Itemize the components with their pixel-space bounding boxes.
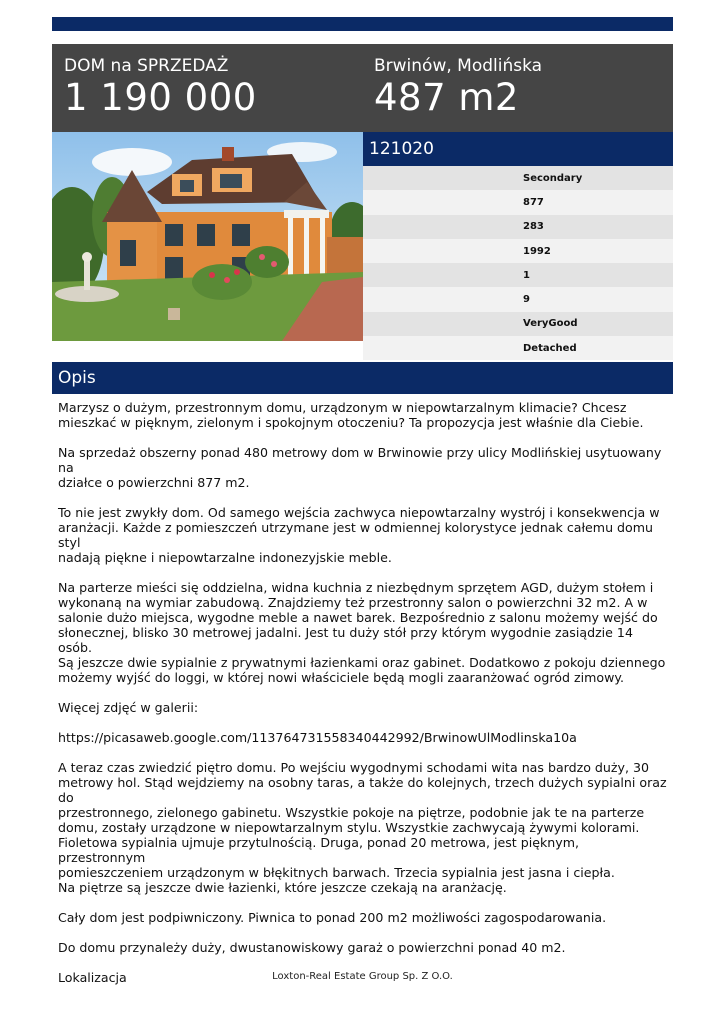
house-photo (52, 132, 363, 341)
spec-condition: VeryGood (523, 318, 578, 330)
footer-company: Loxton-Real Estate Group Sp. Z O.O. (272, 971, 453, 982)
listing-id: 121020 (363, 132, 673, 166)
area: 487 m2 (374, 76, 519, 119)
spec-value: 283 (523, 221, 544, 233)
location: Brwinów, Modlińska (374, 56, 543, 76)
description-line: słonecznej, blisko 30 metrowej jadalni. Jest tu duży stół przy którym wygodnie zasiądzie 14 osób. (58, 625, 633, 655)
description-paragraph (58, 400, 670, 430)
price: 1 190 000 (64, 76, 257, 119)
description-line: możemy wyjść do loggi, w której nowi właściciele będą mogli zaaranżować ogród zimowy. (58, 670, 625, 685)
description-line: nadają piękne i niepowtarzalne indonezyjskie meble. (58, 550, 392, 565)
description-line: Są jeszcze dwie sypialnie z prywatnymi łazienkami oraz gabinet. Dodatkowo z pokoju dziennego (58, 655, 666, 670)
spec-value: 1 (523, 269, 530, 281)
description-paragraph (58, 940, 670, 955)
description-paragraph (58, 730, 670, 745)
description-paragraph (58, 445, 670, 490)
description-paragraph (58, 505, 670, 565)
description-line: To nie jest zwykły dom. Od samego wejścia zachwyca niepowtarzalny wystrój i konsekwencja w (58, 505, 660, 520)
description-line: działce o powierzchni 877 m2. (58, 475, 250, 490)
description-paragraph (58, 760, 670, 895)
location-block (374, 56, 542, 120)
spec-market: Secondary (523, 172, 583, 184)
description-line: Więcej zdjęć w galerii: (58, 700, 199, 715)
description-line: Marzysz o dużym, przestronnym domu, urządzonym w niepowtarzalnym klimacie? Chcesz (58, 400, 627, 415)
top-accent-bar (52, 17, 673, 31)
description-line: Do domu przynależy duży, dwustanowiskowy garaż o powierzchni ponad 40 m2. (58, 940, 566, 955)
spec-plot-area: 877 (523, 196, 544, 208)
description-line: Cały dom jest podpiwniczony. Piwnica to ponad 200 m2 możliwości zagospodarowania. (58, 910, 607, 925)
specs-table (363, 166, 673, 360)
description-line: wykonaną na wymiar zabudową. Znajdziemy też przestronny salon o powierzchni 32 m2. A w (58, 595, 648, 610)
description-line: domu, zostały urządzone w niepowtarzalnym stylu. Wszystkie zachwycają żywymi kolorami. (58, 820, 640, 835)
spec-row (363, 287, 673, 311)
description-paragraph (58, 910, 670, 925)
description-line: A teraz czas zwiedzić piętro domu. Po wejściu wygodnymi schodami wita nas bardzo duży, 30 (58, 760, 650, 775)
description-line: Fioletowa sypialnia ujmuje przytulnością. Druga, ponad 20 metrowa, jest pięknym, przestronnym (58, 835, 579, 865)
description-paragraph (58, 580, 670, 685)
listing-header (52, 44, 673, 132)
spec-row (363, 312, 673, 336)
description-line: mieszkać w pięknym, zielonym i spokojnym otoczeniu? Ta propozycja jest właśnie dla Ciebie. (58, 415, 644, 430)
description-line: https://picasaweb.google.com/113764731558340442992/BrwinowUlModlinska10a (58, 730, 577, 745)
description-line: pomieszczeniem urządzonym w błękitnych barwach. Trzecia sypialnia jest jasna i ciepła. (58, 865, 615, 880)
description-title: Opis (52, 362, 673, 394)
description-line: Lokalizacja (58, 970, 127, 985)
price-block (64, 56, 257, 120)
spec-row (363, 263, 673, 287)
description-line: metrowy hol. Stąd wejdziemy na osobny taras, a także do kolejnych, trzech dużych sypialni oraz do (58, 775, 667, 805)
spec-building-type: Detached (523, 342, 577, 354)
listing-type: DOM na SPRZEDAŻ (64, 56, 229, 76)
description-body (58, 400, 670, 1000)
description-line: salonie dużo miejsca, wygodne meble a nawet barek. Bezpośrednio z salonu możemy wejść do (58, 610, 658, 625)
spec-row (363, 190, 673, 214)
description-line: Na parterze mieści się oddzielna, widna kuchnia z niezbędnym sprzętem AGD, dużym stołem i (58, 580, 654, 595)
spec-year: 1992 (523, 245, 551, 257)
description-line: Na piętrze są jeszcze dwie łazienki, które jeszcze czekają na aranżację. (58, 880, 507, 895)
description-line: aranżacji. Każde z pomieszczeń utrzymane jest w odmiennej kolorystyce jednak całemu domu styl (58, 520, 654, 550)
spec-row (363, 166, 673, 190)
spec-row (363, 336, 673, 360)
description-paragraph (58, 700, 670, 715)
description-line: Na sprzedaż obszerny ponad 480 metrowy dom w Brwinowie przy ulicy Modlińskiej usytuowany na (58, 445, 662, 475)
spec-row (363, 215, 673, 239)
description-line: przestronnego, zielonego gabinetu. Wszystkie pokoje na piętrze, podobnie jak te na parterze (58, 805, 645, 820)
spec-row (363, 239, 673, 263)
spec-value: 9 (523, 294, 530, 306)
